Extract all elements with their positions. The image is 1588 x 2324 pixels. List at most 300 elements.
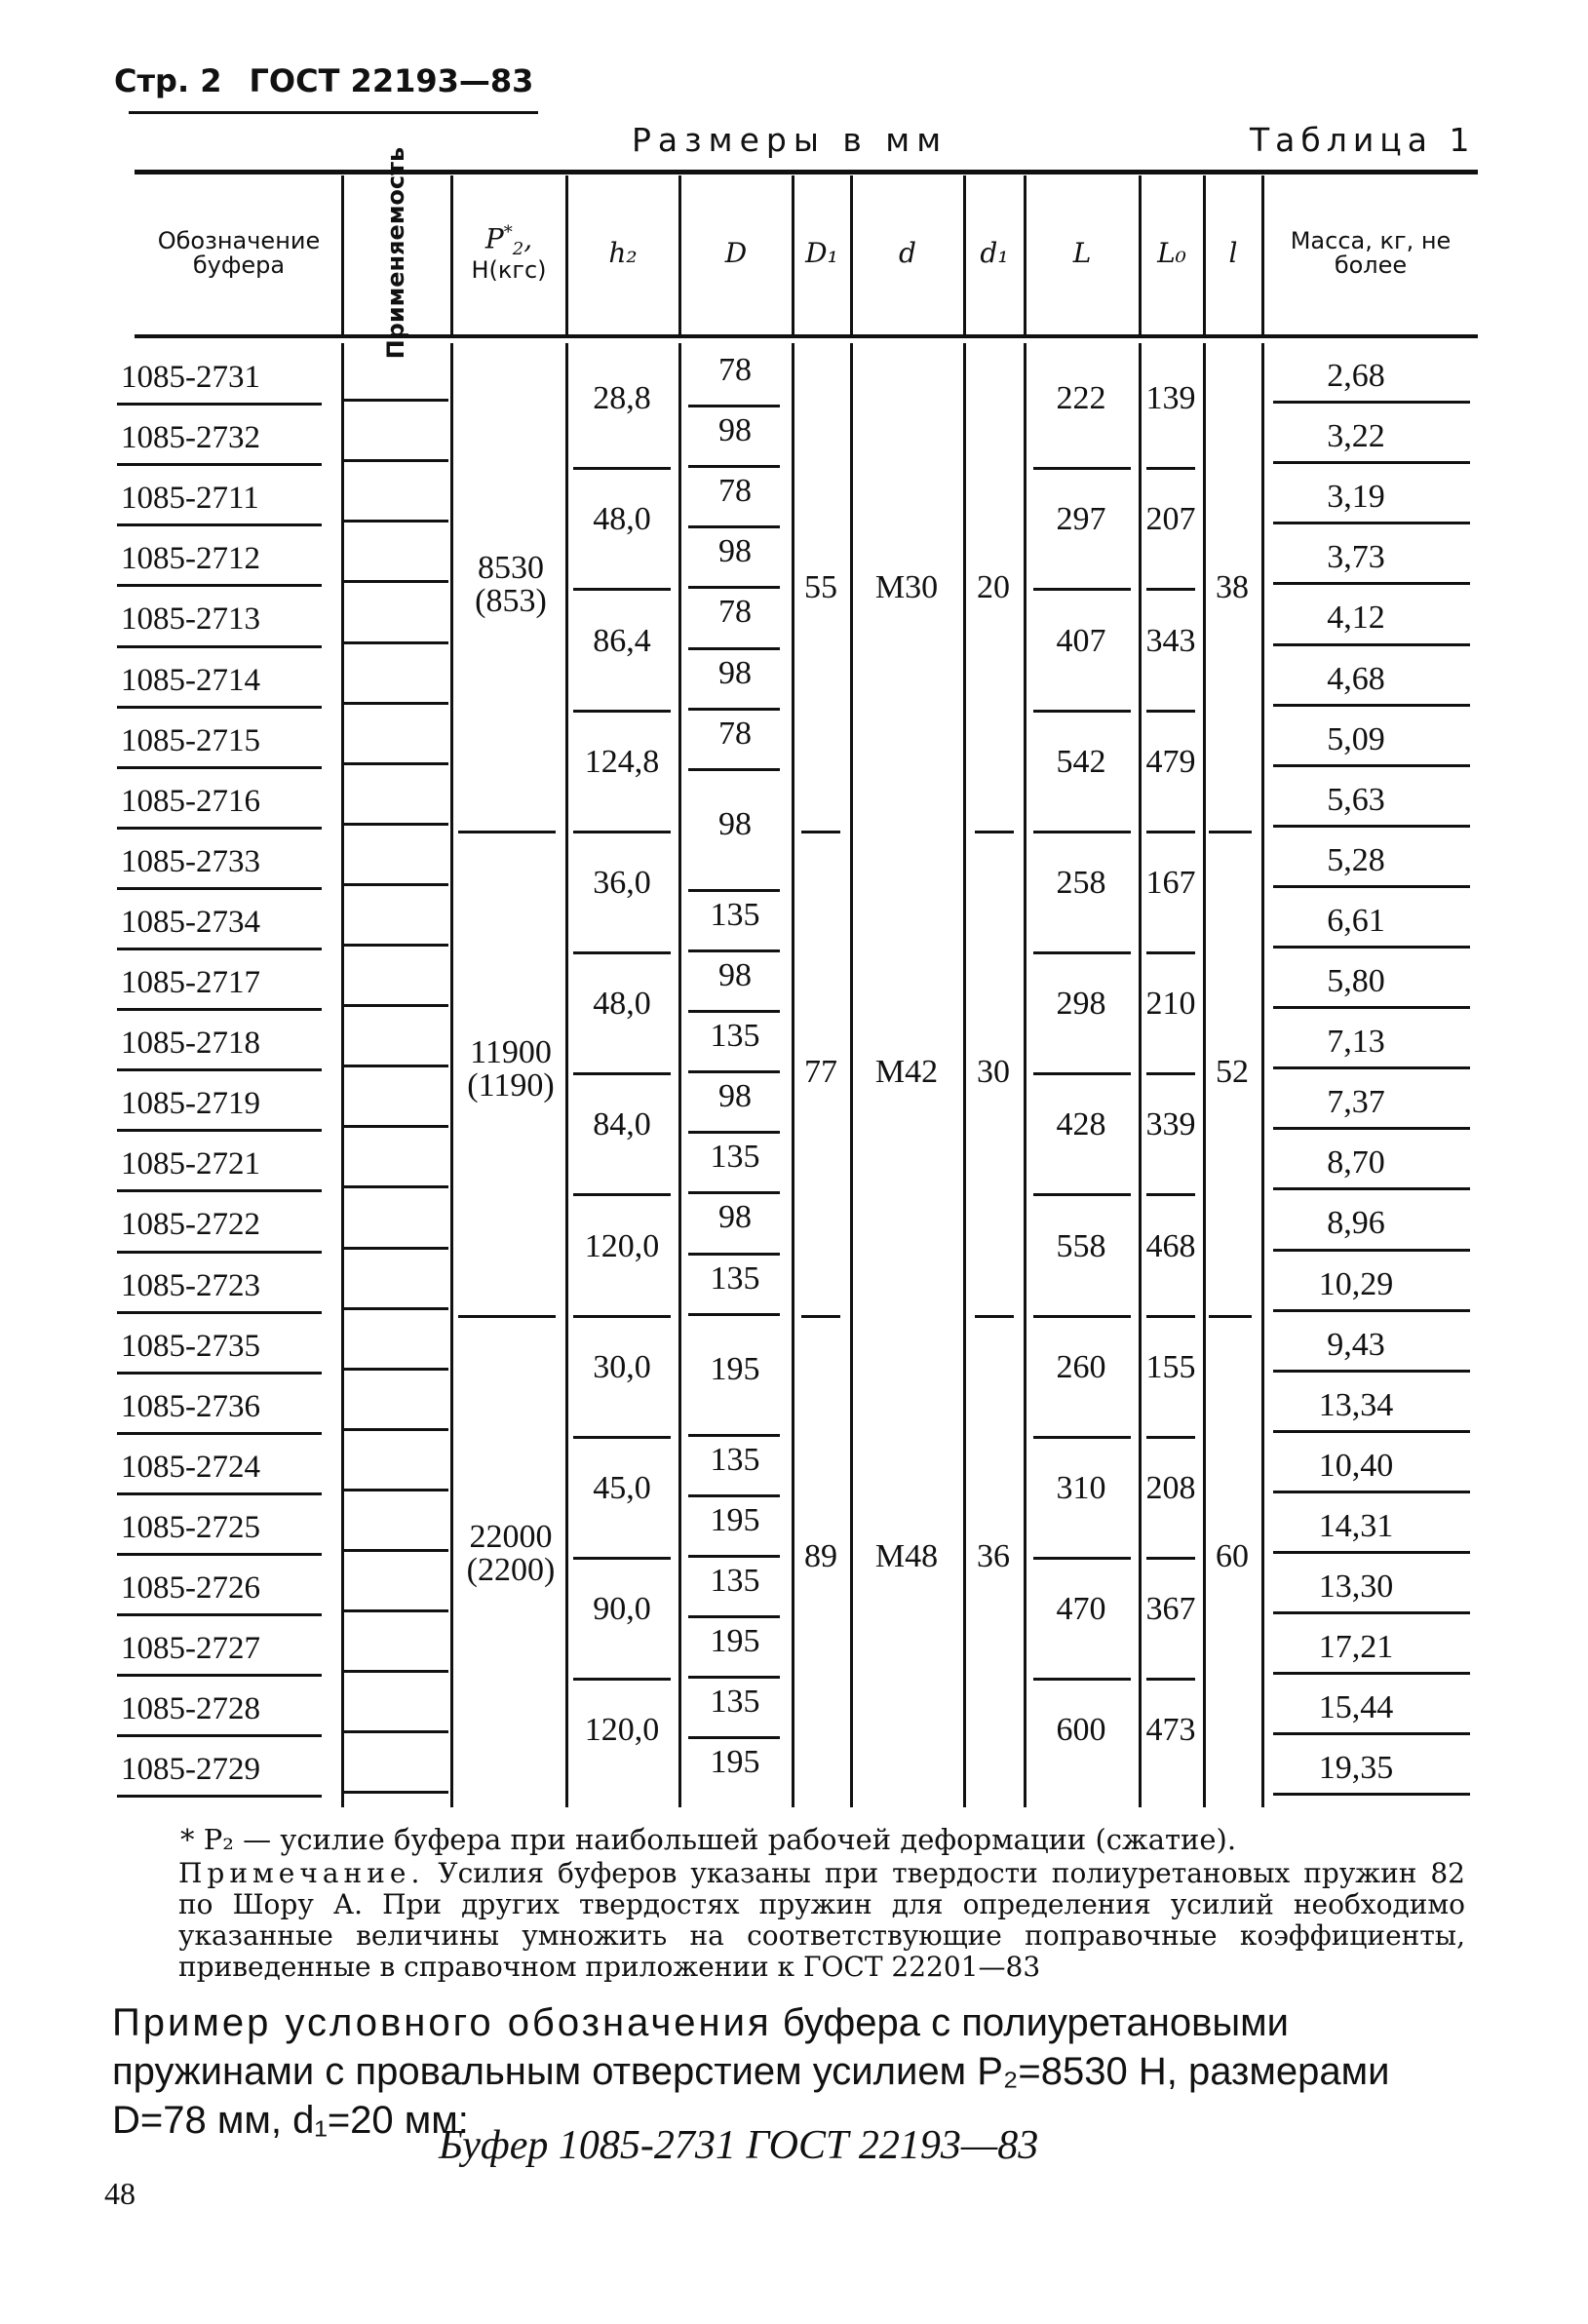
row-mass: 3,73: [1327, 539, 1385, 576]
designation-rule: [117, 887, 322, 890]
L0-value: 207: [1145, 501, 1196, 538]
applicability-dash: [341, 1549, 448, 1552]
header-L: L: [1072, 237, 1092, 270]
pair-rule: [1146, 951, 1195, 954]
mass-rule: [1273, 1370, 1470, 1373]
row-designation: 1085-2727: [121, 1631, 260, 1667]
row-mass: 5,63: [1327, 781, 1385, 818]
L0-value: 479: [1145, 743, 1196, 780]
h2-value: 48,0: [593, 986, 651, 1023]
D-rule: [688, 1313, 780, 1316]
L0-value: 343: [1145, 622, 1196, 659]
header-applicability: Применяемость: [382, 147, 410, 360]
applicability-dash: [341, 944, 448, 947]
D-rule: [688, 1131, 780, 1134]
L-value: 260: [1056, 1348, 1106, 1385]
pair-rule: [573, 1436, 671, 1439]
L0-value: 208: [1145, 1469, 1196, 1506]
pair-rule: [573, 1193, 671, 1196]
note-text: Усилия буферов указаны при твердости полиуретановых пружин 82 по Шору А. При других твердостях пружин для определения усилий необходимо указанные величины умножить на соответствующие поправочные коэффициенты, приведенные в справочном приложении к ГОСТ 22201—83: [178, 1857, 1465, 1983]
D-rule: [688, 1070, 780, 1073]
example-text-dims: размерами D=78 мм, d₁=20 мм:: [112, 2050, 1390, 2142]
D-value: 98: [718, 805, 752, 842]
row-designation: 1085-2712: [121, 541, 260, 577]
applicability-dash: [341, 580, 448, 583]
D-value: 135: [710, 1018, 760, 1055]
designation-rule: [117, 1674, 322, 1677]
header-applicability-cell: [343, 147, 450, 360]
designation-rule: [117, 1553, 322, 1556]
applicability-dash: [341, 1004, 448, 1007]
dimensions-label: Размеры в мм: [632, 121, 949, 159]
D1-value: 77: [804, 1054, 837, 1091]
mass-rule: [1273, 461, 1470, 464]
header-divider: [341, 175, 344, 334]
D-rule: [688, 1736, 780, 1739]
pair-rule: [1146, 710, 1195, 713]
pair-rule: [1146, 831, 1195, 833]
applicability-dash: [341, 1609, 448, 1612]
header-divider: [792, 175, 794, 334]
row-mass: 3,19: [1327, 479, 1385, 516]
mass-rule: [1273, 1551, 1470, 1554]
row-designation: 1085-2734: [121, 904, 260, 940]
header-force-unit: Н(кгс): [471, 256, 547, 285]
D-rule: [688, 1010, 780, 1013]
row-mass: 7,37: [1327, 1084, 1385, 1121]
D-rule: [688, 1676, 780, 1679]
page-header: [114, 62, 533, 99]
pair-rule: [1146, 1315, 1195, 1318]
row-mass: 8,96: [1327, 1205, 1385, 1242]
row-mass: 4,12: [1327, 600, 1385, 637]
L0-value: 339: [1145, 1106, 1196, 1143]
applicability-dash: [341, 520, 448, 523]
pair-rule: [1033, 1193, 1131, 1196]
applicability-dash: [341, 459, 448, 462]
row-designation: 1085-2733: [121, 843, 260, 879]
mass-rule: [1273, 764, 1470, 767]
header-d: d: [899, 237, 916, 270]
D-value: 195: [710, 1623, 760, 1660]
row-designation: 1085-2719: [121, 1086, 260, 1122]
mass-rule: [1273, 1249, 1470, 1252]
row-designation: 1085-2714: [121, 662, 260, 698]
row-designation: 1085-2732: [121, 420, 260, 456]
pair-rule: [1033, 1072, 1131, 1075]
designation-rule: [117, 1251, 322, 1254]
header-divider: [850, 175, 853, 334]
D-rule: [688, 586, 780, 589]
mass-rule: [1273, 1672, 1470, 1675]
header-divider: [1261, 175, 1264, 334]
D-value: 135: [710, 1441, 760, 1478]
row-mass: 6,61: [1327, 902, 1385, 939]
pair-rule: [573, 1072, 671, 1075]
force-kgf: (853): [475, 583, 547, 620]
header-divider: [1024, 175, 1026, 334]
pair-rule: [1146, 467, 1195, 470]
h2-value: 48,0: [593, 501, 651, 538]
column-divider: [450, 343, 453, 1807]
row-mass: 17,21: [1318, 1629, 1394, 1666]
pair-rule: [573, 588, 671, 591]
pair-rule: [1033, 831, 1131, 833]
applicability-dash: [341, 1791, 448, 1794]
designation-rule: [117, 766, 322, 769]
pair-rule: [1146, 1193, 1195, 1196]
row-designation: 1085-2726: [121, 1570, 260, 1607]
L0-value: 167: [1145, 864, 1196, 901]
mass-rule: [1273, 1006, 1470, 1009]
header-divider: [565, 175, 568, 334]
header-underline: [129, 111, 538, 114]
group-rule: [458, 1315, 556, 1318]
designation-rule: [117, 1613, 322, 1616]
designation-rule: [117, 1189, 322, 1192]
row-designation: 1085-2725: [121, 1509, 260, 1545]
mass-rule: [1273, 582, 1470, 585]
example-title: Пример условного обозначения: [112, 2001, 772, 2044]
d1-value: 36: [977, 1538, 1010, 1574]
applicability-dash: [341, 1730, 448, 1733]
h2-value: 86,4: [593, 622, 651, 659]
pair-rule: [1033, 467, 1131, 470]
D-value: 78: [718, 473, 752, 510]
designation-rule: [117, 1795, 322, 1798]
header-l: l: [1228, 237, 1238, 270]
mass-rule: [1273, 825, 1470, 828]
header-force-sub: 2: [512, 238, 524, 259]
L-value: 298: [1056, 986, 1106, 1023]
D-rule: [688, 1191, 780, 1194]
header-L0: L₀: [1157, 237, 1186, 270]
header-mass: Масса, кг, не более: [1290, 226, 1452, 279]
D-rule: [688, 708, 780, 711]
row-mass: 3,22: [1327, 418, 1385, 455]
L-value: 297: [1056, 501, 1106, 538]
row-mass: 13,34: [1318, 1386, 1394, 1423]
applicability-dash: [341, 1065, 448, 1067]
L-value: 310: [1056, 1469, 1106, 1506]
column-divider: [1024, 343, 1026, 1807]
row-mass: 10,29: [1318, 1265, 1394, 1302]
designation-rule: [117, 1734, 322, 1737]
h2-value: 120,0: [584, 1712, 660, 1749]
designation-rule: [117, 1008, 322, 1011]
pair-rule: [1146, 1072, 1195, 1075]
mass-rule: [1273, 1309, 1470, 1312]
D-rule: [688, 465, 780, 468]
header-standard: ГОСТ 22193—83: [249, 62, 534, 99]
D-value: 78: [718, 594, 752, 631]
row-designation: 1085-2713: [121, 601, 260, 638]
row-designation: 1085-2722: [121, 1207, 260, 1243]
force-value: 22000: [469, 1519, 553, 1555]
designation-rule: [117, 1432, 322, 1435]
designation-rule: [117, 403, 322, 406]
applicability-dash: [341, 1670, 448, 1673]
pair-rule: [573, 951, 671, 954]
l-value: 38: [1216, 569, 1249, 606]
mass-rule: [1273, 401, 1470, 404]
designation-rule: [117, 1129, 322, 1132]
L0-value: 155: [1145, 1348, 1196, 1385]
L0-value: 367: [1145, 1591, 1196, 1628]
h2-value: 120,0: [584, 1227, 660, 1264]
designation-rule: [117, 584, 322, 587]
force-value: 11900: [470, 1034, 552, 1071]
D-value: 98: [718, 654, 752, 691]
pair-rule: [573, 831, 671, 833]
h2-value: 30,0: [593, 1348, 651, 1385]
applicability-dash: [341, 762, 448, 765]
mass-rule: [1273, 1732, 1470, 1735]
row-mass: 14,31: [1318, 1507, 1394, 1544]
applicability-dash: [341, 1125, 448, 1128]
row-designation: 1085-2717: [121, 965, 260, 1001]
row-mass: 5,28: [1327, 841, 1385, 878]
mass-rule: [1273, 1127, 1470, 1130]
D-rule: [688, 1253, 780, 1256]
pair-rule: [573, 1315, 671, 1318]
group-rule: [975, 1315, 1014, 1318]
h2-value: 90,0: [593, 1591, 651, 1628]
D-value: 98: [718, 957, 752, 994]
footnote: * P₂ — усилие буфера при наибольшей рабочей деформации (сжатие).: [180, 1823, 1237, 1856]
header-D1: D₁: [805, 237, 838, 270]
L-value: 407: [1056, 622, 1106, 659]
pair-rule: [1033, 710, 1131, 713]
group-rule: [1209, 1315, 1252, 1318]
D-value: 78: [718, 715, 752, 752]
pair-rule: [1146, 588, 1195, 591]
mass-rule: [1273, 885, 1470, 888]
row-designation: 1085-2718: [121, 1026, 260, 1062]
pair-rule: [1146, 1436, 1195, 1439]
force-value: 8530: [478, 550, 544, 587]
mass-rule: [1273, 1066, 1470, 1069]
D-value: 98: [718, 533, 752, 570]
header-divider: [1139, 175, 1142, 334]
designation-rule: [117, 523, 322, 526]
applicability-dash: [341, 823, 448, 826]
row-designation: 1085-2723: [121, 1267, 260, 1303]
header-divider: [678, 175, 681, 334]
table-label: Таблица 1: [1250, 121, 1476, 159]
D-value: 195: [710, 1501, 760, 1538]
L-value: 258: [1056, 864, 1106, 901]
designation-rule: [117, 463, 322, 466]
table-header-rule: [135, 334, 1478, 338]
header-divider: [450, 175, 453, 334]
row-designation: 1085-2724: [121, 1449, 260, 1485]
applicability-dash: [341, 1247, 448, 1250]
header-divider: [963, 175, 966, 334]
mass-rule: [1273, 1793, 1470, 1796]
D1-value: 55: [804, 569, 837, 606]
header-page: Стр. 2: [114, 62, 222, 99]
pair-rule: [1033, 1315, 1131, 1318]
D-value: 195: [710, 1350, 760, 1387]
row-designation: 1085-2731: [121, 360, 260, 396]
force-kgf: (1190): [467, 1067, 555, 1104]
column-divider: [565, 343, 568, 1807]
designation-rule: [117, 1372, 322, 1375]
header-D: D: [724, 237, 748, 270]
header-d1: d₁: [980, 237, 1009, 270]
D-value: 98: [718, 412, 752, 449]
row-mass: 4,68: [1327, 660, 1385, 697]
pair-rule: [1033, 951, 1131, 954]
h2-value: 45,0: [593, 1469, 651, 1506]
applicability-dash: [341, 641, 448, 644]
pair-rule: [573, 1678, 671, 1681]
D-rule: [688, 1494, 780, 1497]
d-value: M30: [874, 569, 939, 606]
row-mass: 9,43: [1327, 1326, 1385, 1363]
group-rule: [801, 1315, 840, 1318]
applicability-dash: [341, 1185, 448, 1188]
pair-rule: [573, 467, 671, 470]
applicability-dash: [341, 1428, 448, 1431]
designation-rule: [117, 827, 322, 830]
h2-value: 124,8: [584, 743, 660, 780]
D-rule: [688, 768, 780, 771]
header-h2: h₂: [608, 237, 638, 270]
L-value: 542: [1056, 743, 1106, 780]
D-rule: [688, 1555, 780, 1558]
designation-rule: [117, 948, 322, 950]
L-value: 428: [1056, 1106, 1106, 1143]
force-kgf: (2200): [466, 1552, 556, 1588]
pair-rule: [1033, 588, 1131, 591]
applicability-dash: [341, 399, 448, 402]
L-value: 558: [1056, 1227, 1106, 1264]
column-divider: [341, 343, 344, 1807]
header-force-star: *: [503, 221, 513, 243]
row-mass: 10,40: [1318, 1447, 1394, 1484]
D-value: 135: [710, 1684, 760, 1721]
L0-value: 468: [1145, 1227, 1196, 1264]
mass-rule: [1273, 522, 1470, 524]
D-value: 78: [718, 352, 752, 389]
D-rule: [688, 525, 780, 528]
group-rule: [458, 831, 556, 833]
mass-rule: [1273, 643, 1470, 646]
designation-rule: [117, 1492, 322, 1495]
pair-rule: [1033, 1678, 1131, 1681]
pair-rule: [573, 1557, 671, 1560]
note: [178, 1858, 1465, 1983]
d-value: M42: [874, 1054, 939, 1091]
applicability-dash: [341, 702, 448, 705]
row-mass: 19,35: [1318, 1750, 1394, 1787]
row-mass: 8,70: [1327, 1144, 1385, 1181]
group-rule: [801, 831, 840, 833]
d-value: M48: [874, 1538, 939, 1574]
mass-rule: [1273, 946, 1470, 949]
d1-value: 20: [977, 569, 1010, 606]
L0-value: 210: [1145, 986, 1196, 1023]
row-mass: 7,13: [1327, 1024, 1385, 1061]
D-value: 135: [710, 1563, 760, 1600]
row-designation: 1085-2721: [121, 1146, 260, 1182]
D-value: 135: [710, 1139, 760, 1176]
group-rule: [1209, 831, 1252, 833]
D-rule: [688, 405, 780, 407]
pair-rule: [573, 710, 671, 713]
applicability-dash: [341, 1307, 448, 1310]
pair-rule: [1146, 1678, 1195, 1681]
row-mass: 2,68: [1327, 358, 1385, 395]
L-value: 222: [1056, 380, 1106, 417]
l-value: 60: [1216, 1538, 1249, 1574]
pair-rule: [1033, 1436, 1131, 1439]
D-rule: [688, 647, 780, 650]
row-designation: 1085-2716: [121, 783, 260, 819]
D-value: 195: [710, 1744, 760, 1781]
h2-value: 28,8: [593, 380, 651, 417]
pair-rule: [1033, 1557, 1131, 1560]
row-designation: 1085-2729: [121, 1752, 260, 1788]
mass-rule: [1273, 1611, 1470, 1614]
header-designation: Обозначение буфера: [157, 226, 321, 279]
applicability-dash: [341, 1368, 448, 1371]
D-value: 135: [710, 896, 760, 933]
row-mass: 13,30: [1318, 1569, 1394, 1606]
designation-rule: [117, 645, 322, 648]
header-force-symbol: P: [484, 221, 504, 254]
header-force: $P^*_2$, Н(кгс): [471, 221, 547, 285]
h2-value: 84,0: [593, 1106, 651, 1143]
row-designation: 1085-2728: [121, 1691, 260, 1727]
D-rule: [688, 949, 780, 952]
row-designation: 1085-2711: [121, 481, 259, 517]
mass-rule: [1273, 1491, 1470, 1493]
row-mass: 5,80: [1327, 963, 1385, 1000]
D-value: 135: [710, 1259, 760, 1297]
page-number: 48: [104, 2176, 136, 2211]
D-value: 98: [718, 1199, 752, 1236]
L-value: 600: [1056, 1712, 1106, 1749]
note-label: Примечание.: [178, 1857, 425, 1889]
L0-value: 473: [1145, 1712, 1196, 1749]
designation-rule: [117, 1311, 322, 1314]
L-value: 470: [1056, 1591, 1106, 1628]
designation-rule: [117, 1068, 322, 1071]
l-value: 52: [1216, 1054, 1249, 1091]
D-value: 98: [718, 1078, 752, 1115]
D1-value: 89: [804, 1538, 837, 1574]
mass-rule: [1273, 704, 1470, 707]
applicability-dash: [341, 883, 448, 886]
designation-rule: [117, 706, 322, 709]
d1-value: 30: [977, 1054, 1010, 1091]
row-designation: 1085-2736: [121, 1388, 260, 1424]
header-divider: [1203, 175, 1206, 334]
D-rule: [688, 1615, 780, 1618]
row-mass: 15,44: [1318, 1689, 1394, 1726]
mass-rule: [1273, 1187, 1470, 1190]
example-designation: Буфер 1085-2731 ГОСТ 22193—83: [439, 2123, 1039, 2168]
column-divider: [1139, 343, 1142, 1807]
mass-rule: [1273, 1430, 1470, 1433]
table-top-rule: [135, 170, 1478, 174]
row-designation: 1085-2735: [121, 1328, 260, 1364]
example-text: буфера с полиуретановыми пружинами с провальным отверстием усилием P₂=8530 Н,: [112, 2001, 1289, 2093]
D-rule: [688, 889, 780, 892]
